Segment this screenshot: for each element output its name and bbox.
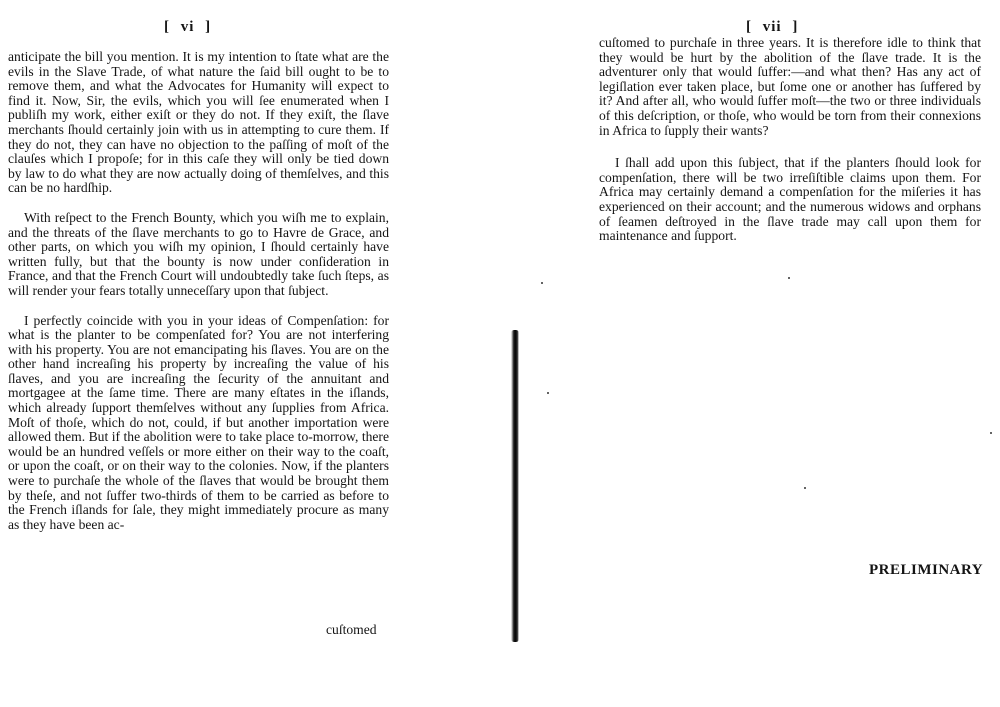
page-number-vi: [ vi ] [164, 19, 212, 35]
catchword: cuſtomed [326, 622, 377, 637]
paragraph: With reſpect to the French Bounty, which you wiſh me to explain, and the threats of the ſlave merchants to go to Havre de Grace, and other parts, on which you wiſh my opinion, I ſhould certainly have written fully, but that the bounty is now under conſideration in France, and that the French Court will undoubtedly take ſuch ſteps, as will render your fears totally unneceſſary upon that ſubject. [8, 209, 389, 298]
section-heading: PRELIMINARY [869, 562, 984, 578]
paragraph: I perfectly coincide with you in your ideas of Compenſation: for what is the planter to be compenſated for? You are not interfering with his property. You are not emancipating his ſlaves. You are on the other hand increaſing his property by increaſing the value of his ſlaves, and you are increaſing the ſecurity of the annuitant and mortgagee at the ſame time. There are many eſtates in the iſlands, which already ſupport themſelves without any ſupplies from Africa. Moſt of thoſe, which do not, could, if but another importation were allowed them. But if the abolition were to take place to-morrow, there would be an hundred veſſels or more either on their way to the coaſt, or upon the coaſt, or on their way to the colonies. Now, if the planters were to purchaſe the whole of the ſlaves that would be brought them by theſe, and not ſuffer two-thirds of them to be carried as before to the French iſlands for ſale, they might immediately procure as many as they have been ac- [8, 312, 389, 532]
right-page [500, 0, 1000, 707]
paragraph: cuſtomed to purchaſe in three years. It is therefore idle to think that they would be hurt by the abolition of the ſlave trade. It is the adventurer only that would ſuffer:—and what then? Has any act of legiſlation ever taken place, but ſome one or another has ſuffered by it? And after all, who would ſuffer moſt—the two or three individuals of this deſcription, or thoſe, who would be torn from their connexions in Africa to ſupply their wants? [599, 35, 981, 138]
right-page-text [599, 36, 981, 244]
page-number-vii: [ vii ] [746, 19, 799, 35]
paper-speck [804, 487, 806, 489]
paper-speck [541, 282, 543, 284]
left-page-text [8, 50, 389, 532]
paragraph: I ſhall add upon this ſubject, that if the planters ſhould look for compenſation, there will be two irreſiſtible claims upon them. For Africa may certainly demand a compenſation for the miſeries it has experienced on their account; and the numerous widows and orphans of ſeamen deſtroyed in the ſlave trade may call upon them for maintenance and ſupport. [599, 155, 981, 244]
paragraph: anticipate the bill you mention. It is my intention to ſtate what are the evils in the Slave Trade, of what nature the ſaid bill ought to be to remove them, and what the Advocates for Humanity will expect to find it. Now, Sir, the evils, which you will ſee enumerated when I publiſh my work, either exiſt or they do not. If they exiſt, the ſlave merchants ſhould certainly join with us in attempting to cure them. If they do not, they can have no objection to the paſſing of moſt of the clauſes which I propoſe; for in this caſe they will only be tied down by law to do what they are now actually doing of themſelves, and this can be no hardſhip. [8, 49, 389, 196]
paper-speck [788, 277, 790, 279]
paper-speck [547, 392, 549, 394]
paper-speck [990, 432, 992, 434]
